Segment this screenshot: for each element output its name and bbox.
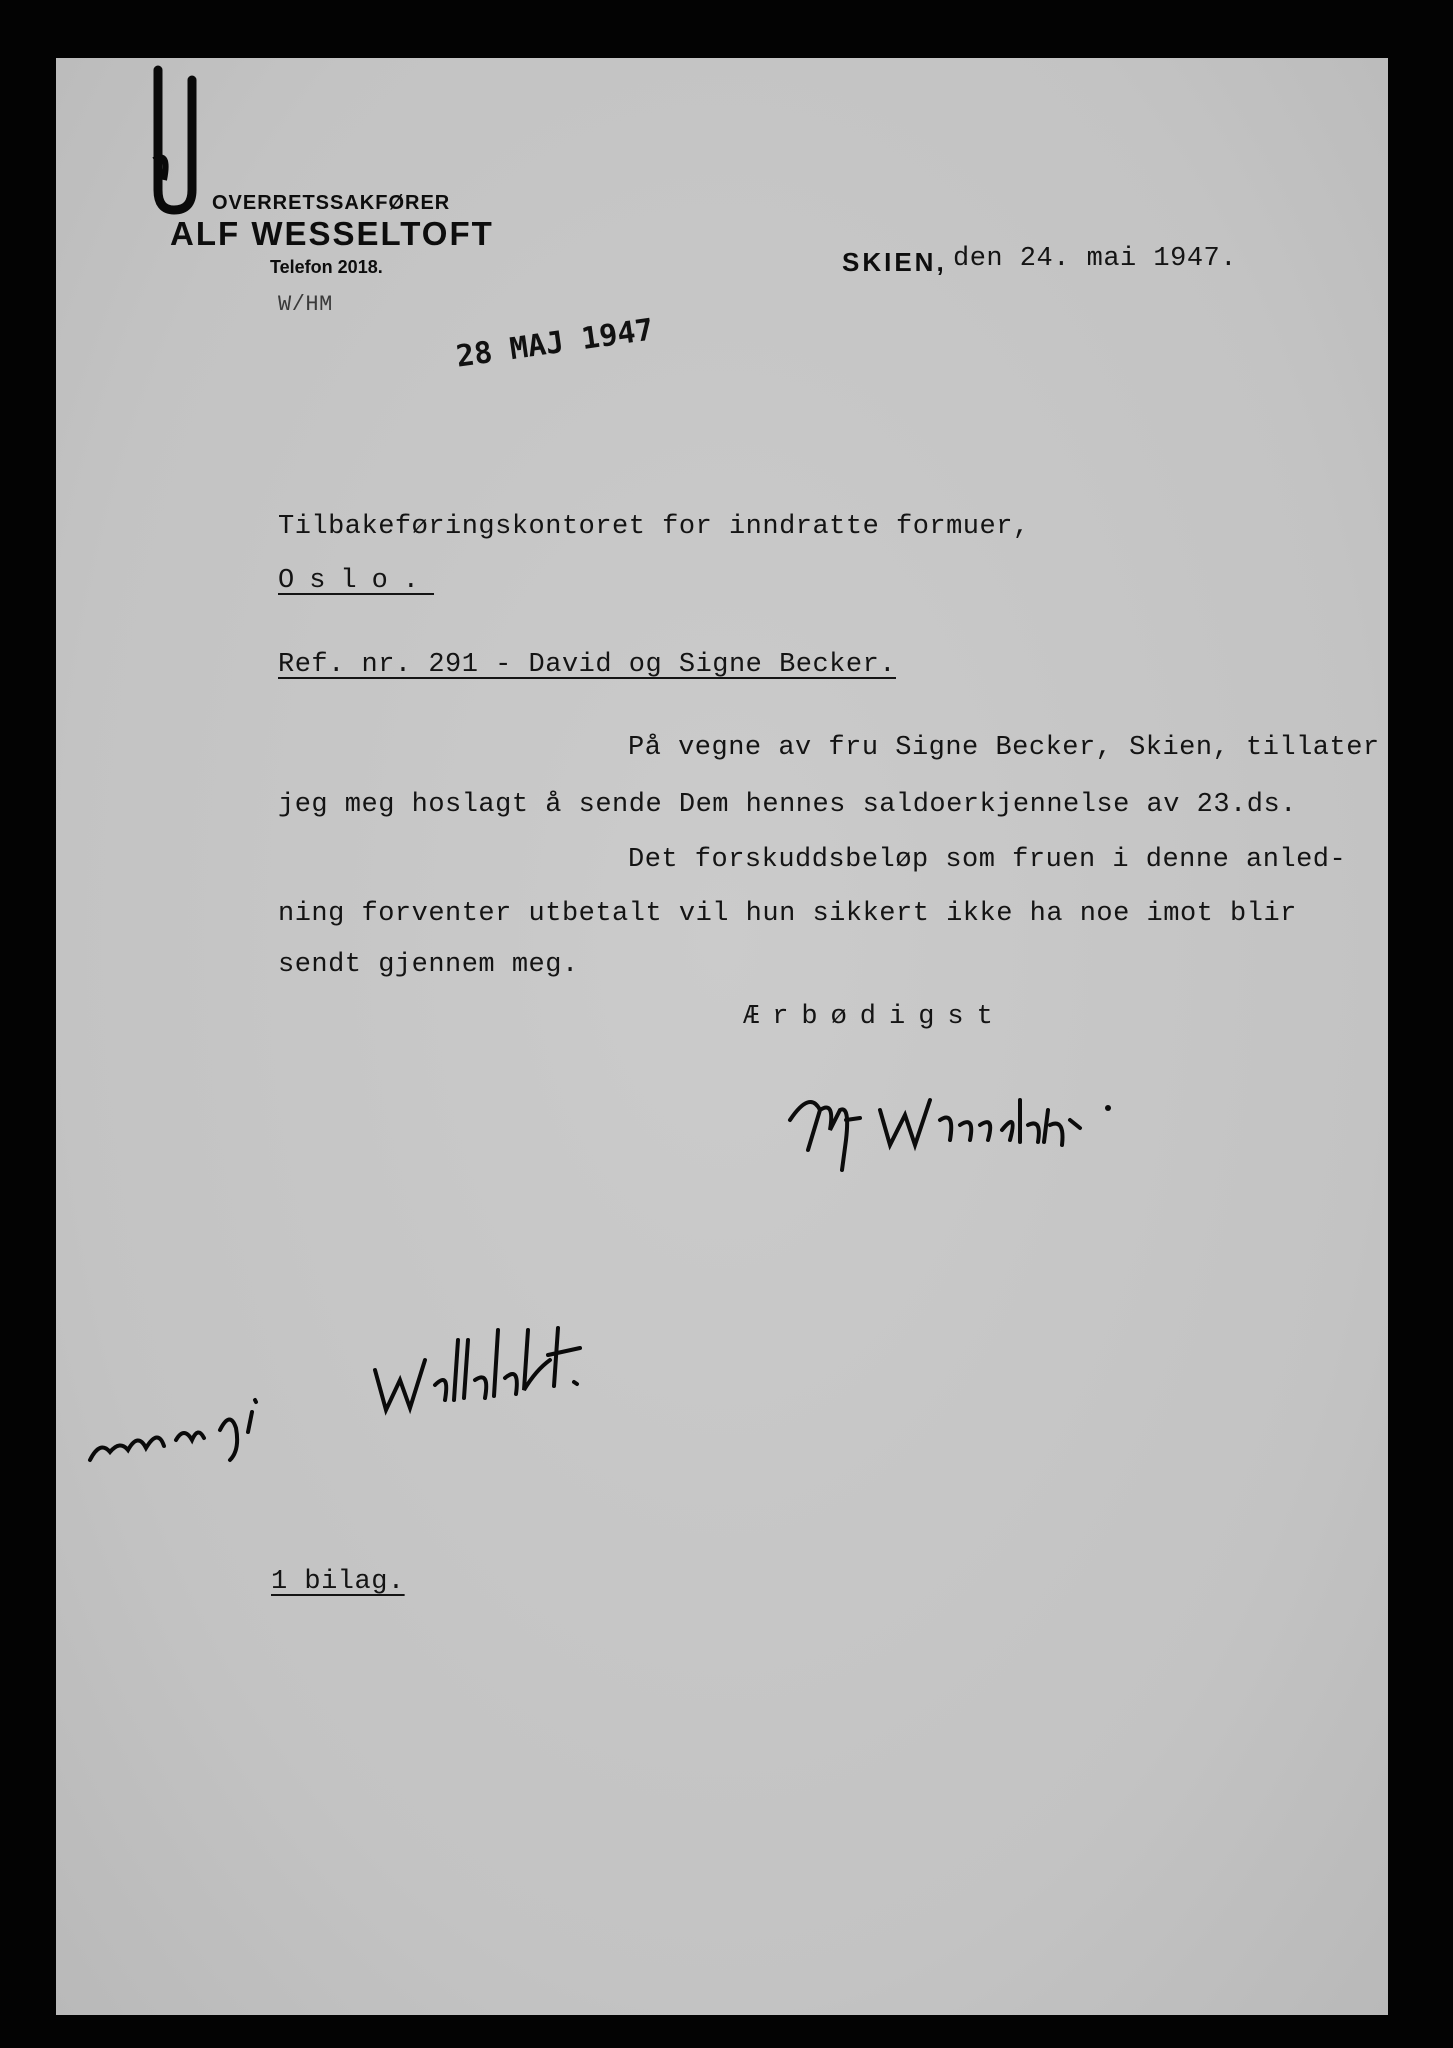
paper-clip-icon [140, 60, 210, 220]
letterhead-title: OVERRETSSAKFØRER [212, 192, 451, 214]
place: SKIEN, [842, 247, 947, 277]
body-line: ning forventer utbetalt vil hun sikkert ikke ha noe imot blir [278, 899, 1297, 929]
closing: Ærbødigst [743, 1002, 1006, 1032]
enclosure: 1 bilag. [271, 1567, 405, 1597]
received-stamp: 28 MAJ 1947 [454, 312, 656, 375]
typist-initials: W/HM [278, 292, 333, 317]
signature [780, 1070, 1120, 1180]
body-line: jeg meg hoslagt å sende Dem hennes saldoerkjennelse av 23.ds. [278, 790, 1297, 820]
reference-line: Ref. nr. 291 - David og Signe Becker. [278, 650, 896, 680]
recipient-city: Oslo. [278, 566, 435, 596]
body-line: På vegne av fru Signe Becker, Skien, tillater [628, 733, 1380, 763]
letterhead-phone: Telefon 2018. [270, 257, 383, 277]
letterhead-name: ALF WESSELTOFT [170, 215, 494, 252]
recipient-line: Tilbakeføringskontoret for inndratte formuer, [278, 512, 1030, 542]
body-line: Det forskuddsbeløp som fruen i denne anled- [628, 845, 1347, 875]
body-line: sendt gjennem meg. [278, 950, 579, 980]
letter-sheet [56, 58, 1388, 2015]
handwritten-note [80, 1300, 640, 1470]
letter-date: den 24. mai 1947. [953, 244, 1237, 274]
